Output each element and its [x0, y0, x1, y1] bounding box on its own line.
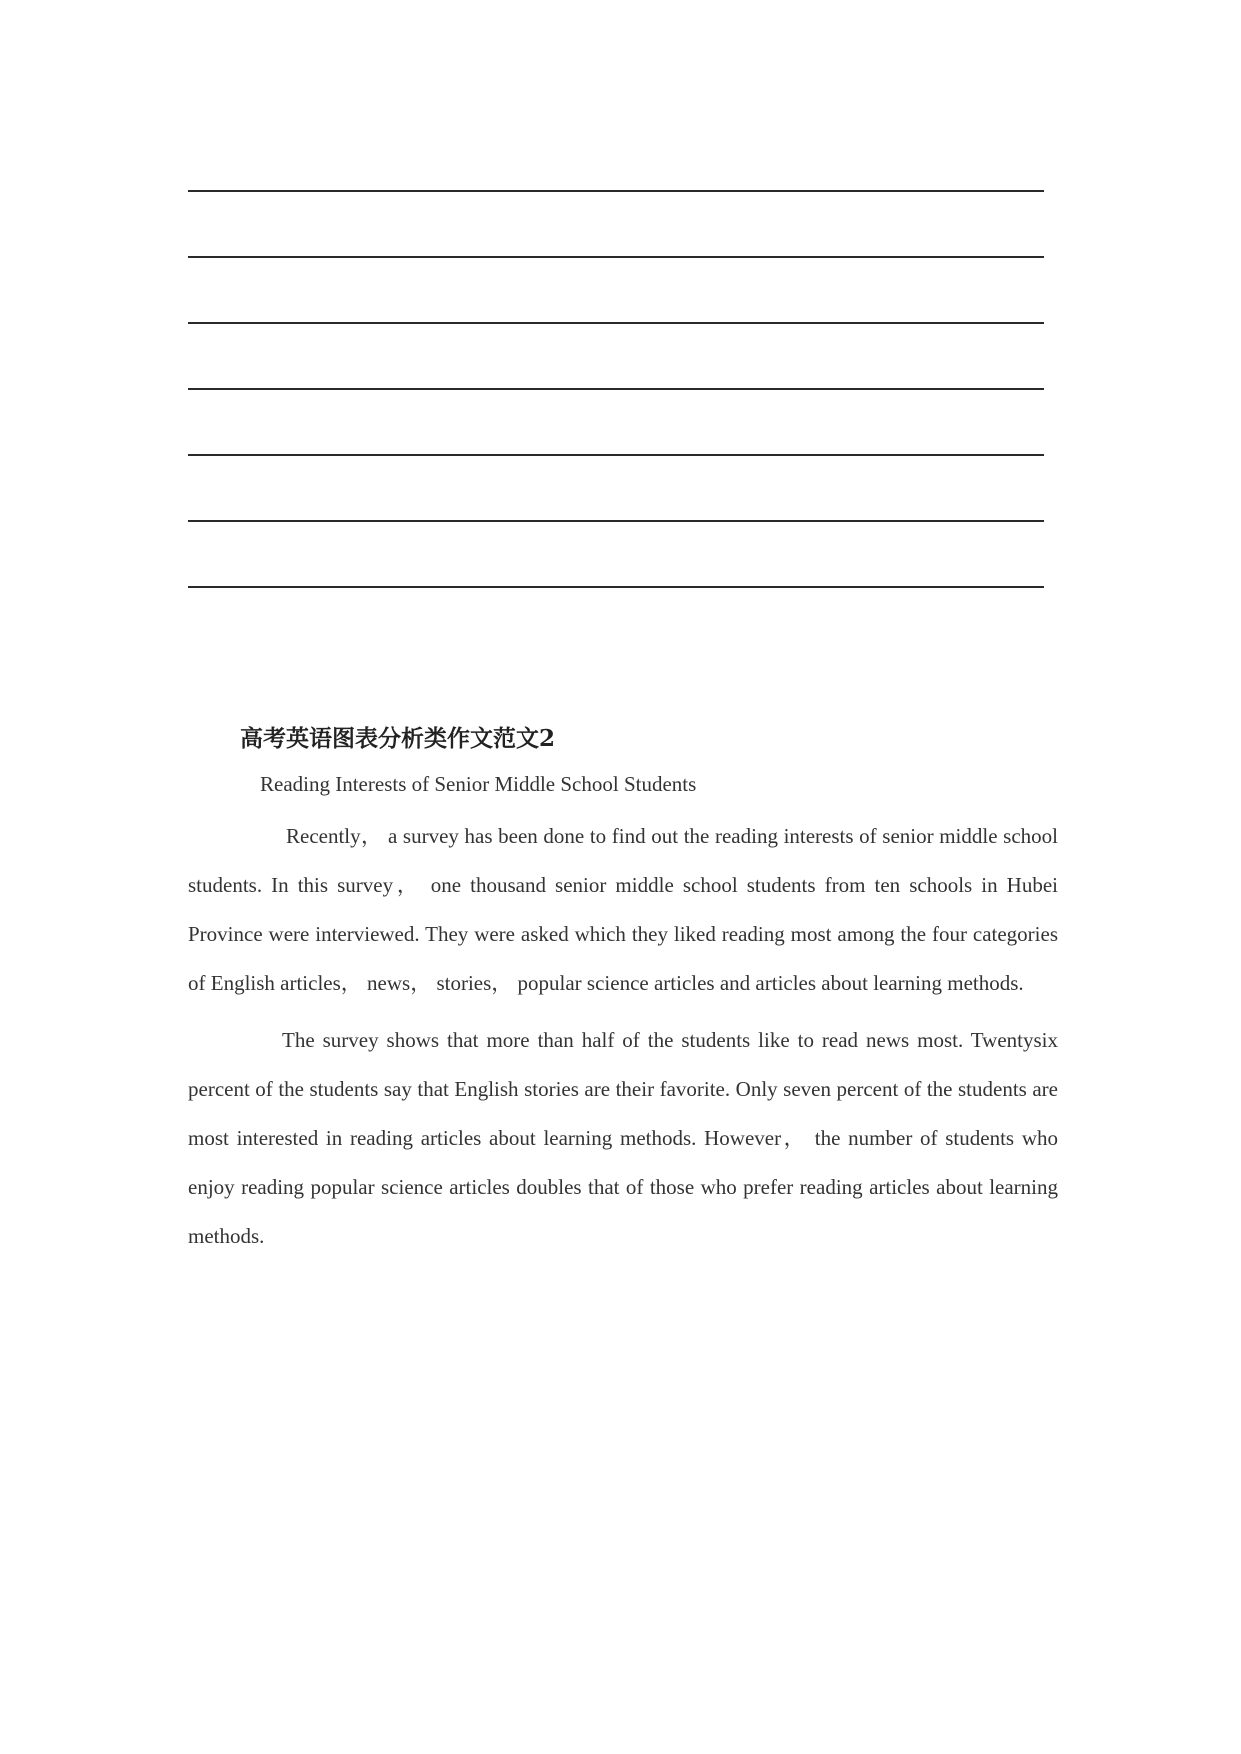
essay-paragraph-1: Recently， a survey has been done to find out the reading interests of senior middle school students. In this survey， one thousand senior middle school students from ten schools in Hubei Province were interviewed. They were asked which they liked reading most among the four categories of English articles， news， stories， popular science articles and articles about learning methods. [188, 824, 1058, 995]
sample-essay [188, 718, 1058, 1261]
answer-line [188, 388, 1044, 390]
essay-title: Reading Interests of Senior Middle School Students [260, 772, 697, 796]
answer-line [188, 586, 1044, 588]
essay-paragraph-2: The survey shows that more than half of the students like to read news most. Twentysix percent of the students say that English stories are their favorite. Only seven percent of the students are most interested in reading articles about learning methods. However， the number of students who enjoy reading popular science articles doubles that of those who prefer reading articles about learning methods. [188, 1028, 1058, 1248]
answer-line [188, 190, 1044, 192]
answer-line [188, 322, 1044, 324]
answer-line [188, 256, 1044, 258]
essay-heading: 高考英语图表分析类作文范文2 [240, 725, 556, 752]
answer-line [188, 454, 1044, 456]
answer-lines [188, 190, 1044, 652]
answer-line [188, 520, 1044, 522]
